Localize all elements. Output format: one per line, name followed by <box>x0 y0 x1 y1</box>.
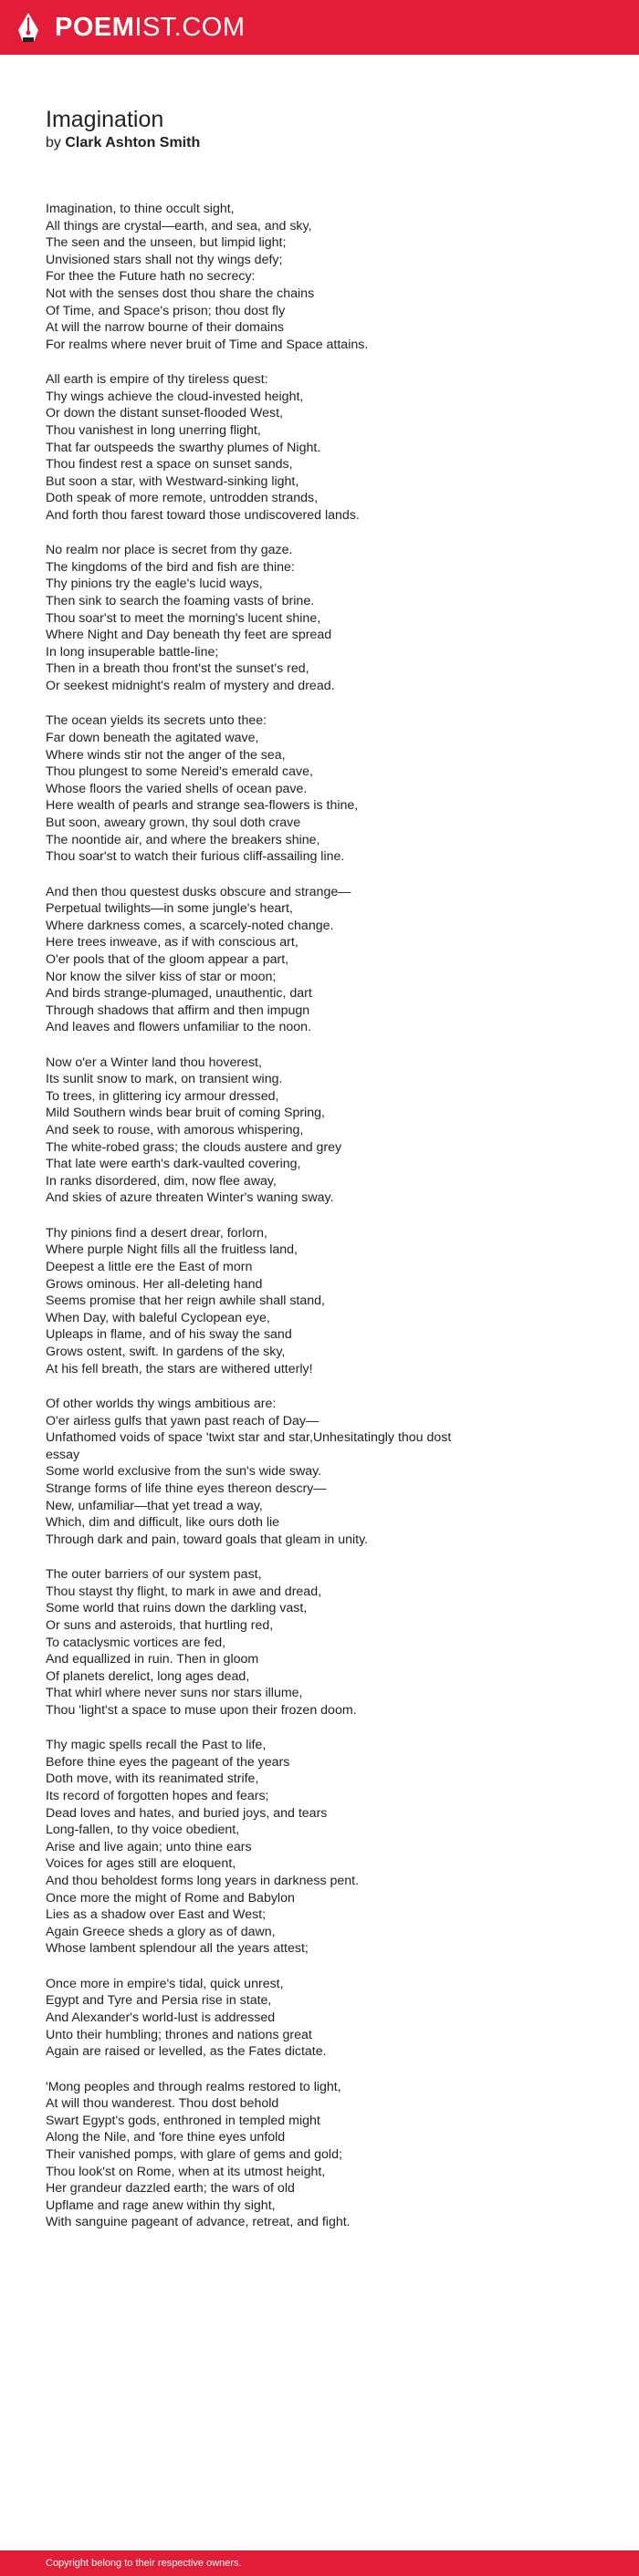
poem-line: Of other worlds thy wings ambitious are: <box>46 1396 277 1411</box>
poem-line: O'er pools that of the gloom appear a part, <box>46 951 289 967</box>
poem-line: 'Mong peoples and through realms restored to light, <box>46 2079 341 2094</box>
poem-line: The outer barriers of our system past, <box>46 1567 262 1583</box>
poem-line: Egypt and Tyre and Persia rise in state, <box>46 1993 272 2009</box>
poem-line: That far outspeeds the swarthy plumes of Night. <box>46 440 321 455</box>
poem-line: Here wealth of pearls and strange sea-flowers is thine, <box>46 798 359 814</box>
poem-line: To cataclysmic vortices are fed, <box>46 1635 226 1650</box>
poem-line: Now o'er a Winter land thou hoverest, <box>46 1054 262 1070</box>
poem-line: At his fell breath, the stars are withered utterly! <box>46 1361 313 1376</box>
poem-line: Where winds stir not the anger of the sea, <box>46 747 286 763</box>
poem-line: Imagination, to thine occult sight, <box>46 202 235 216</box>
poem-line: Its sunlit snow to mark, on transient wing. <box>46 1072 283 1087</box>
poem-line: That whirl where never suns nor stars illume, <box>46 1686 303 1701</box>
poem-line: Then in a breath thou front'st the sunset's red, <box>46 661 309 677</box>
poem-line: And skies of azure threaten Winter's waning sway. <box>46 1190 334 1206</box>
poem-line: But soon, aweary grown, thy soul doth crave <box>46 815 301 830</box>
poem-line: And then thou questest dusks obscure and strange— <box>46 884 351 899</box>
poem-line: Deepest a little ere the East of morn <box>46 1260 253 1275</box>
poem-line: Thy pinions try the eagle's lucid ways, <box>46 576 263 592</box>
site-header <box>0 0 639 55</box>
stanza <box>46 201 593 353</box>
poem-line: Thou stayst thy flight, to mark in awe and dread, <box>46 1584 322 1599</box>
poem-line: Voices for ages still are eloquent, <box>46 1856 236 1872</box>
poem-line: Dead loves and hates, and buried joys, and tears <box>46 1805 328 1821</box>
poem-line: Its record of forgotten hopes and fears; <box>46 1789 269 1804</box>
poem-line: And leaves and flowers unfamiliar to the noon. <box>46 1020 312 1035</box>
poem-line: Nor know the silver kiss of star or moon; <box>46 969 277 984</box>
poem-line: New, unfamiliar—that yet tread a way, <box>46 1498 263 1513</box>
poem-line: In long insuperable battle-line; <box>46 644 219 660</box>
stanza <box>46 1737 593 1958</box>
poem-line: essay <box>46 1447 80 1462</box>
poem-line: Once more the might of Rome and Babylon <box>46 1890 295 1906</box>
poem-line: Some world exclusive from the sun's wide sway. <box>46 1464 322 1480</box>
poem-line: Again Greece sheds a glory as of dawn, <box>46 1924 276 1939</box>
poem-line: Or seekest midnight's realm of mystery and dread. <box>46 679 335 694</box>
poem-line: The white-robed grass; the clouds austere and grey <box>46 1139 342 1155</box>
poem-line: In ranks disordered, dim, now flee away, <box>46 1173 277 1189</box>
poem-line: Thy wings achieve the cloud-invested height, <box>46 389 304 404</box>
stanza <box>46 371 593 524</box>
poem-line: For thee the Future hath no secrecy: <box>46 269 256 285</box>
pen-nib-icon[interactable] <box>16 12 40 43</box>
poem-line: Which, dim and difficult, like ours doth lie <box>46 1515 280 1531</box>
poem-line: Swart Egypt's gods, enthroned in templed might <box>46 2113 320 2128</box>
poem-line: Once more in empire's tidal, quick unrest, <box>46 1976 284 1991</box>
stanza <box>46 1225 593 1377</box>
poem-line: At will thou wanderest. Thou dost behold <box>46 2096 279 2112</box>
poem-line: Unvisioned stars shall not thy wings defy; <box>46 252 283 267</box>
poem-line: Thou soar'st to watch their furious cliff-assailing line. <box>46 849 345 865</box>
poem-line: And thou beholdest forms long years in darkness pent. <box>46 1874 360 1889</box>
logo-bold-text: POEM <box>55 13 135 42</box>
copyright-notice: Copyright belong to their respective owners. <box>46 2558 242 2569</box>
poem-line: Doth move, with its reanimated strife, <box>46 1771 259 1787</box>
poem-line: And forth thou farest toward those undiscovered lands. <box>46 507 360 523</box>
poem-line: For realms where never bruit of Time and Space attains. <box>46 337 369 352</box>
poem-line: Unto their humbling; thrones and nations great <box>46 2027 312 2042</box>
poem-line: Not with the senses dost thou share the chains <box>46 286 315 301</box>
poem-line: Unfathomed voids of space 'twixt star and star,Unhesitatingly thou dost <box>46 1430 452 1446</box>
poem-line: Doth speak of more remote, untrodden strands, <box>46 491 319 506</box>
poem-line: O'er airless gulfs that yawn past reach of Day— <box>46 1413 320 1428</box>
poem-line: Where Night and Day beneath thy feet are spread <box>46 628 332 643</box>
by-label: by <box>46 135 61 151</box>
poem-line: Through shadows that affirm and then impugn <box>46 1002 310 1018</box>
poem-line: Or down the distant sunset-flooded West, <box>46 406 283 421</box>
poem-line: That late were earth's dark-vaulted covering, <box>46 1157 301 1172</box>
poem-line: Of Time, and Space's prison; thou dost fly <box>46 303 286 318</box>
poem-line: Upflame and rage anew within thy sight, <box>46 2197 276 2213</box>
poem-line: Thou 'light'st a space to muse upon their frozen doom. <box>46 1702 357 1718</box>
poem-line: Where purple Night fills all the fruitless land, <box>46 1242 298 1258</box>
poem-line: Of planets derelict, long ages dead, <box>46 1668 250 1684</box>
stanza <box>46 1396 593 1548</box>
poem-line: But soon a star, with Westward-sinking light, <box>46 473 299 489</box>
poem-line: Strange forms of life thine eyes thereon descry— <box>46 1480 327 1496</box>
site-logo[interactable] <box>55 12 246 43</box>
poem-line: Thou findest rest a space on sunset sands, <box>46 457 293 473</box>
poem-body <box>46 201 593 2249</box>
poem-line: Her grandeur dazzled earth; the wars of old <box>46 2181 295 2197</box>
poem-line: And seek to rouse, with amorous whispering, <box>46 1123 304 1138</box>
poem-line: Then sink to search the foaming vasts of brine. <box>46 594 315 609</box>
poem-line: Perpetual twilights—in some jungle's heart, <box>46 901 293 917</box>
poem-line: Along the Nile, and 'fore thine eyes unfold <box>46 2130 286 2145</box>
stanza <box>46 2079 593 2231</box>
logo-light-text: IST.COM <box>134 13 246 42</box>
poem-line: And equallized in ruin. Then in gloom <box>46 1652 259 1667</box>
poem-line: Mild Southern winds bear bruit of coming Spring, <box>46 1106 325 1121</box>
poem-line: Thou plungest to some Nereid's emerald cave, <box>46 764 313 780</box>
poem-line: Long-fallen, to thy voice obedient, <box>46 1823 240 1838</box>
poem-line: Thy pinions find a desert drear, forlorn, <box>46 1225 267 1241</box>
poem-line: The ocean yields its secrets unto thee: <box>46 713 267 729</box>
author-link[interactable]: Clark Ashton Smith <box>65 135 201 151</box>
poem-title: Imagination <box>46 107 164 132</box>
poem-line: The seen and the unseen, but limpid light; <box>46 235 287 251</box>
stanza <box>46 712 593 865</box>
poem-line: Thou soar'st to meet the morning's lucent shine, <box>46 610 321 626</box>
poem-line: The kingdoms of the bird and fish are thine: <box>46 559 295 575</box>
poem-line: Here trees inweave, as if with conscious art, <box>46 935 299 950</box>
poem-line: And birds strange-plumaged, unauthentic, dart <box>46 986 312 1002</box>
stanza <box>46 884 593 1036</box>
poem-line: And Alexander's world-lust is addressed <box>46 2010 276 2025</box>
poem-line: Their vanished pomps, with glare of gems and gold; <box>46 2146 342 2162</box>
poem-line: When Day, with baleful Cyclopean eye, <box>46 1310 270 1325</box>
poem-line: The noontide air, and where the breakers shine, <box>46 832 320 847</box>
poem-line: Thy magic spells recall the Past to life, <box>46 1738 267 1753</box>
stanza <box>46 1054 593 1207</box>
poem-line: Upleaps in flame, and of his sway the sand <box>46 1327 292 1343</box>
poem-line: All things are crystal—earth, and sea, and sky, <box>46 218 312 234</box>
poem-line: Before thine eyes the pageant of the years <box>46 1754 290 1770</box>
site-footer <box>0 2550 639 2576</box>
poem-line: Whose lambent splendour all the years attest; <box>46 1941 309 1957</box>
poem-line: Far down beneath the agitated wave, <box>46 731 259 746</box>
poem-line: Grows ominous. Her all-deleting hand <box>46 1276 263 1292</box>
stanza <box>46 542 593 694</box>
stanza <box>46 1566 593 1719</box>
poem-line: Or suns and asteroids, that hurtling red, <box>46 1617 274 1633</box>
poem-line: Where darkness comes, a scarcely-noted change. <box>46 918 334 933</box>
poem-line: Seems promise that her reign awhile shall stand, <box>46 1293 325 1309</box>
poem-line: Lies as a shadow over East and West; <box>46 1907 267 1923</box>
poem-line: Again are raised or levelled, as the Fates dictate. <box>46 2044 327 2060</box>
poem-line: With sanguine pageant of advance, retreat, and fight. <box>46 2215 351 2230</box>
poem-line: Thou look'st on Rome, when at its utmost height, <box>46 2164 326 2179</box>
poem-line: Through dark and pain, toward goals that gleam in unity. <box>46 1532 369 1547</box>
poem-line: Whose floors the varied shells of ocean pave. <box>46 781 308 796</box>
poem-line: Arise and live again; unto thine ears <box>46 1839 252 1854</box>
poem-line: All earth is empire of thy tireless quest: <box>46 372 268 388</box>
byline <box>46 134 200 152</box>
poem-line: No realm nor place is secret from thy gaze. <box>46 543 293 558</box>
poem-line: Grows ostent, swift. In gardens of the sky, <box>46 1345 286 1359</box>
poem-line: At will the narrow bourne of their domains <box>46 320 285 336</box>
poem-line: Thou vanishest in long unerring flight, <box>46 422 261 438</box>
poem-line: To trees, in glittering icy armour dressed, <box>46 1088 279 1104</box>
stanza <box>46 1976 593 2061</box>
poem-line: Some world that ruins down the darkling vast, <box>46 1601 308 1616</box>
